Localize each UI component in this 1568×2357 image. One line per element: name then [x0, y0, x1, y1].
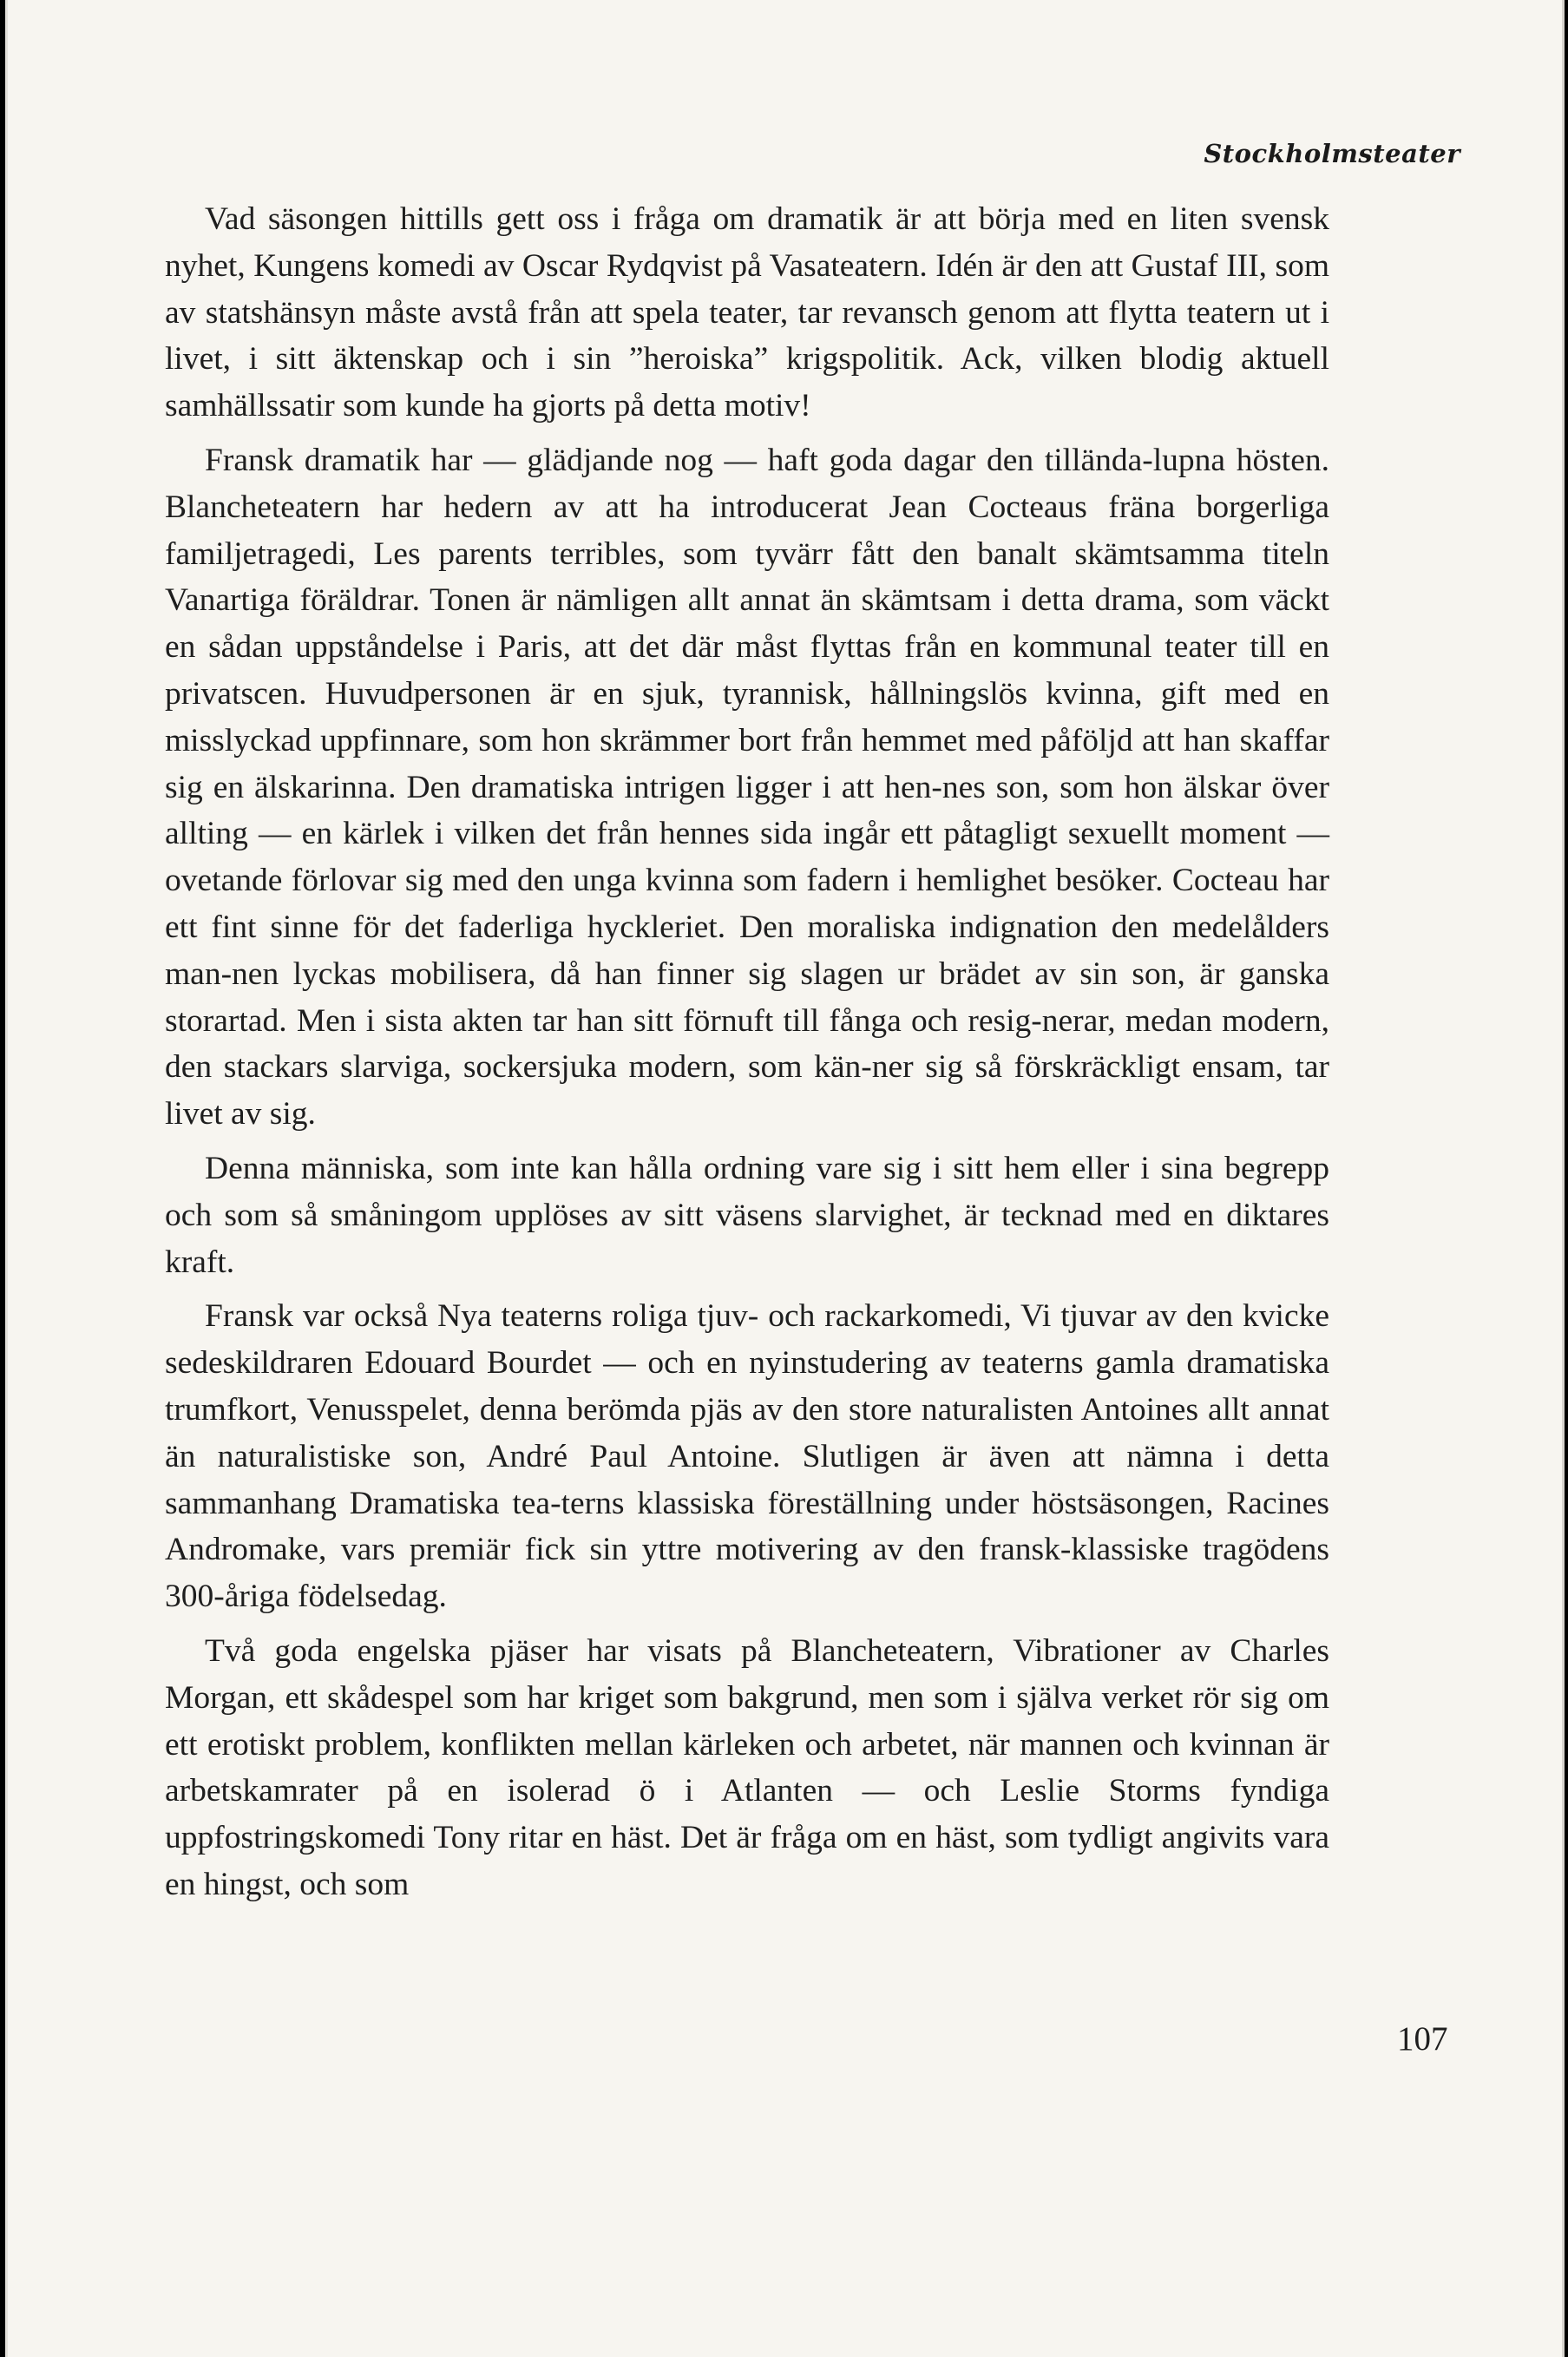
paragraph-3: Denna människa, som inte kan hålla ordning vare sig i sitt hem eller i sina begrepp och som så småningom upplöses av sitt väsens slarvighet, är tecknad med en diktares kraft.: [165, 1150, 1329, 1280]
paragraph-4: Fransk var också Nya teaterns roliga tjuv- och rackarkomedi, Vi tjuvar av den kvicke sedeskildraren Edouard Bourdet — och en nyinstudering av teaterns gamla dramatiska trumfkort, Venusspelet, denna berömda pjäs av den store naturalisten Antoines allt annat än naturalistiske son, André Paul Antoine. Slutligen är även att nämna i detta sammanhang Dramatiska tea-terns klassiska föreställning under höstsäsongen, Racines Andromake, vars premiär fick sin yttre motivering av den fransk-klassiske tragödens 300-åriga födelsedag.: [165, 1298, 1329, 1615]
page-number: 107: [1397, 2020, 1448, 2058]
article-body: [165, 196, 1329, 1916]
paper-sheet: [5, 0, 1565, 2357]
running-head: Stockholmsteater: [1204, 139, 1460, 168]
paragraph-5: Två goda engelska pjäser har visats på Blancheteatern, Vibrationer av Charles Morgan, ett skådespel som har kriget som bakgrund, men som i själva verket rör sig om ett erotiskt problem, konflikten mellan kärleken och arbetet, när mannen och kvinnan är arbetskamrater på en isolerad ö i Atlanten — och Leslie Storms fyndiga uppfostringskomedi Tony ritar en häst. Det är fråga om en häst, som tydligt angivits vara en hingst, och som: [165, 1632, 1329, 1902]
paragraph-2: Fransk dramatik har — glädjande nog — haft goda dagar den tillända-lupna hösten. Blancheteatern har hedern av att ha introducerat Jean Cocteaus fräna borgerliga familjetragedi, Les parents terribles, som tyvärr fått den banalt skämtsamma titeln Vanartiga föräldrar. Tonen är nämligen allt annat än skämtsam i detta drama, som väckt en sådan uppståndelse i Paris, att det där måst flyttas från en kommunal teater till en privatscen. Huvudpersonen är en sjuk, tyrannisk, hållningslös kvinna, gift med en misslyckad uppfinnare, som hon skrämmer bort från hemmet med påföljd att han skaffar sig en älskarinna. Den dramatiska intrigen ligger i att hen-nes son, som hon älskar över allting — en kärlek i vilken det från hennes sida ingår ett påtagligt sexuellt moment — ovetande förlovar sig med den unga kvinna som fadern i hemlighet besöker. Cocteau har ett fint sinne för det faderliga hyckleriet. Den moraliska indignation den medelålders man-nen lyckas mobilisera, då han finner sig slagen ur brädet av sin son, är ganska storartad. Men i sista akten tar han sitt förnuft till fånga och resig-nerar, medan modern, den stackars slarviga, sockersjuka modern, som kän-ner sig så förskräckligt ensam, tar livet av sig.: [165, 442, 1329, 1133]
paragraph-1: Vad säsongen hittills gett oss i fråga om dramatik är att börja med en liten svensk nyhet, Kungens komedi av Oscar Rydqvist på Vasateatern. Idén är den att Gustaf III, som av statshänsyn måste avstå från att spela teater, tar revansch genom att flytta teatern ut i livet, i sitt äktenskap och i sin ”heroiska” krigspolitik. Ack, vilken blodig aktuell samhällssatir som kunde ha gjorts på detta motiv!: [165, 201, 1329, 424]
